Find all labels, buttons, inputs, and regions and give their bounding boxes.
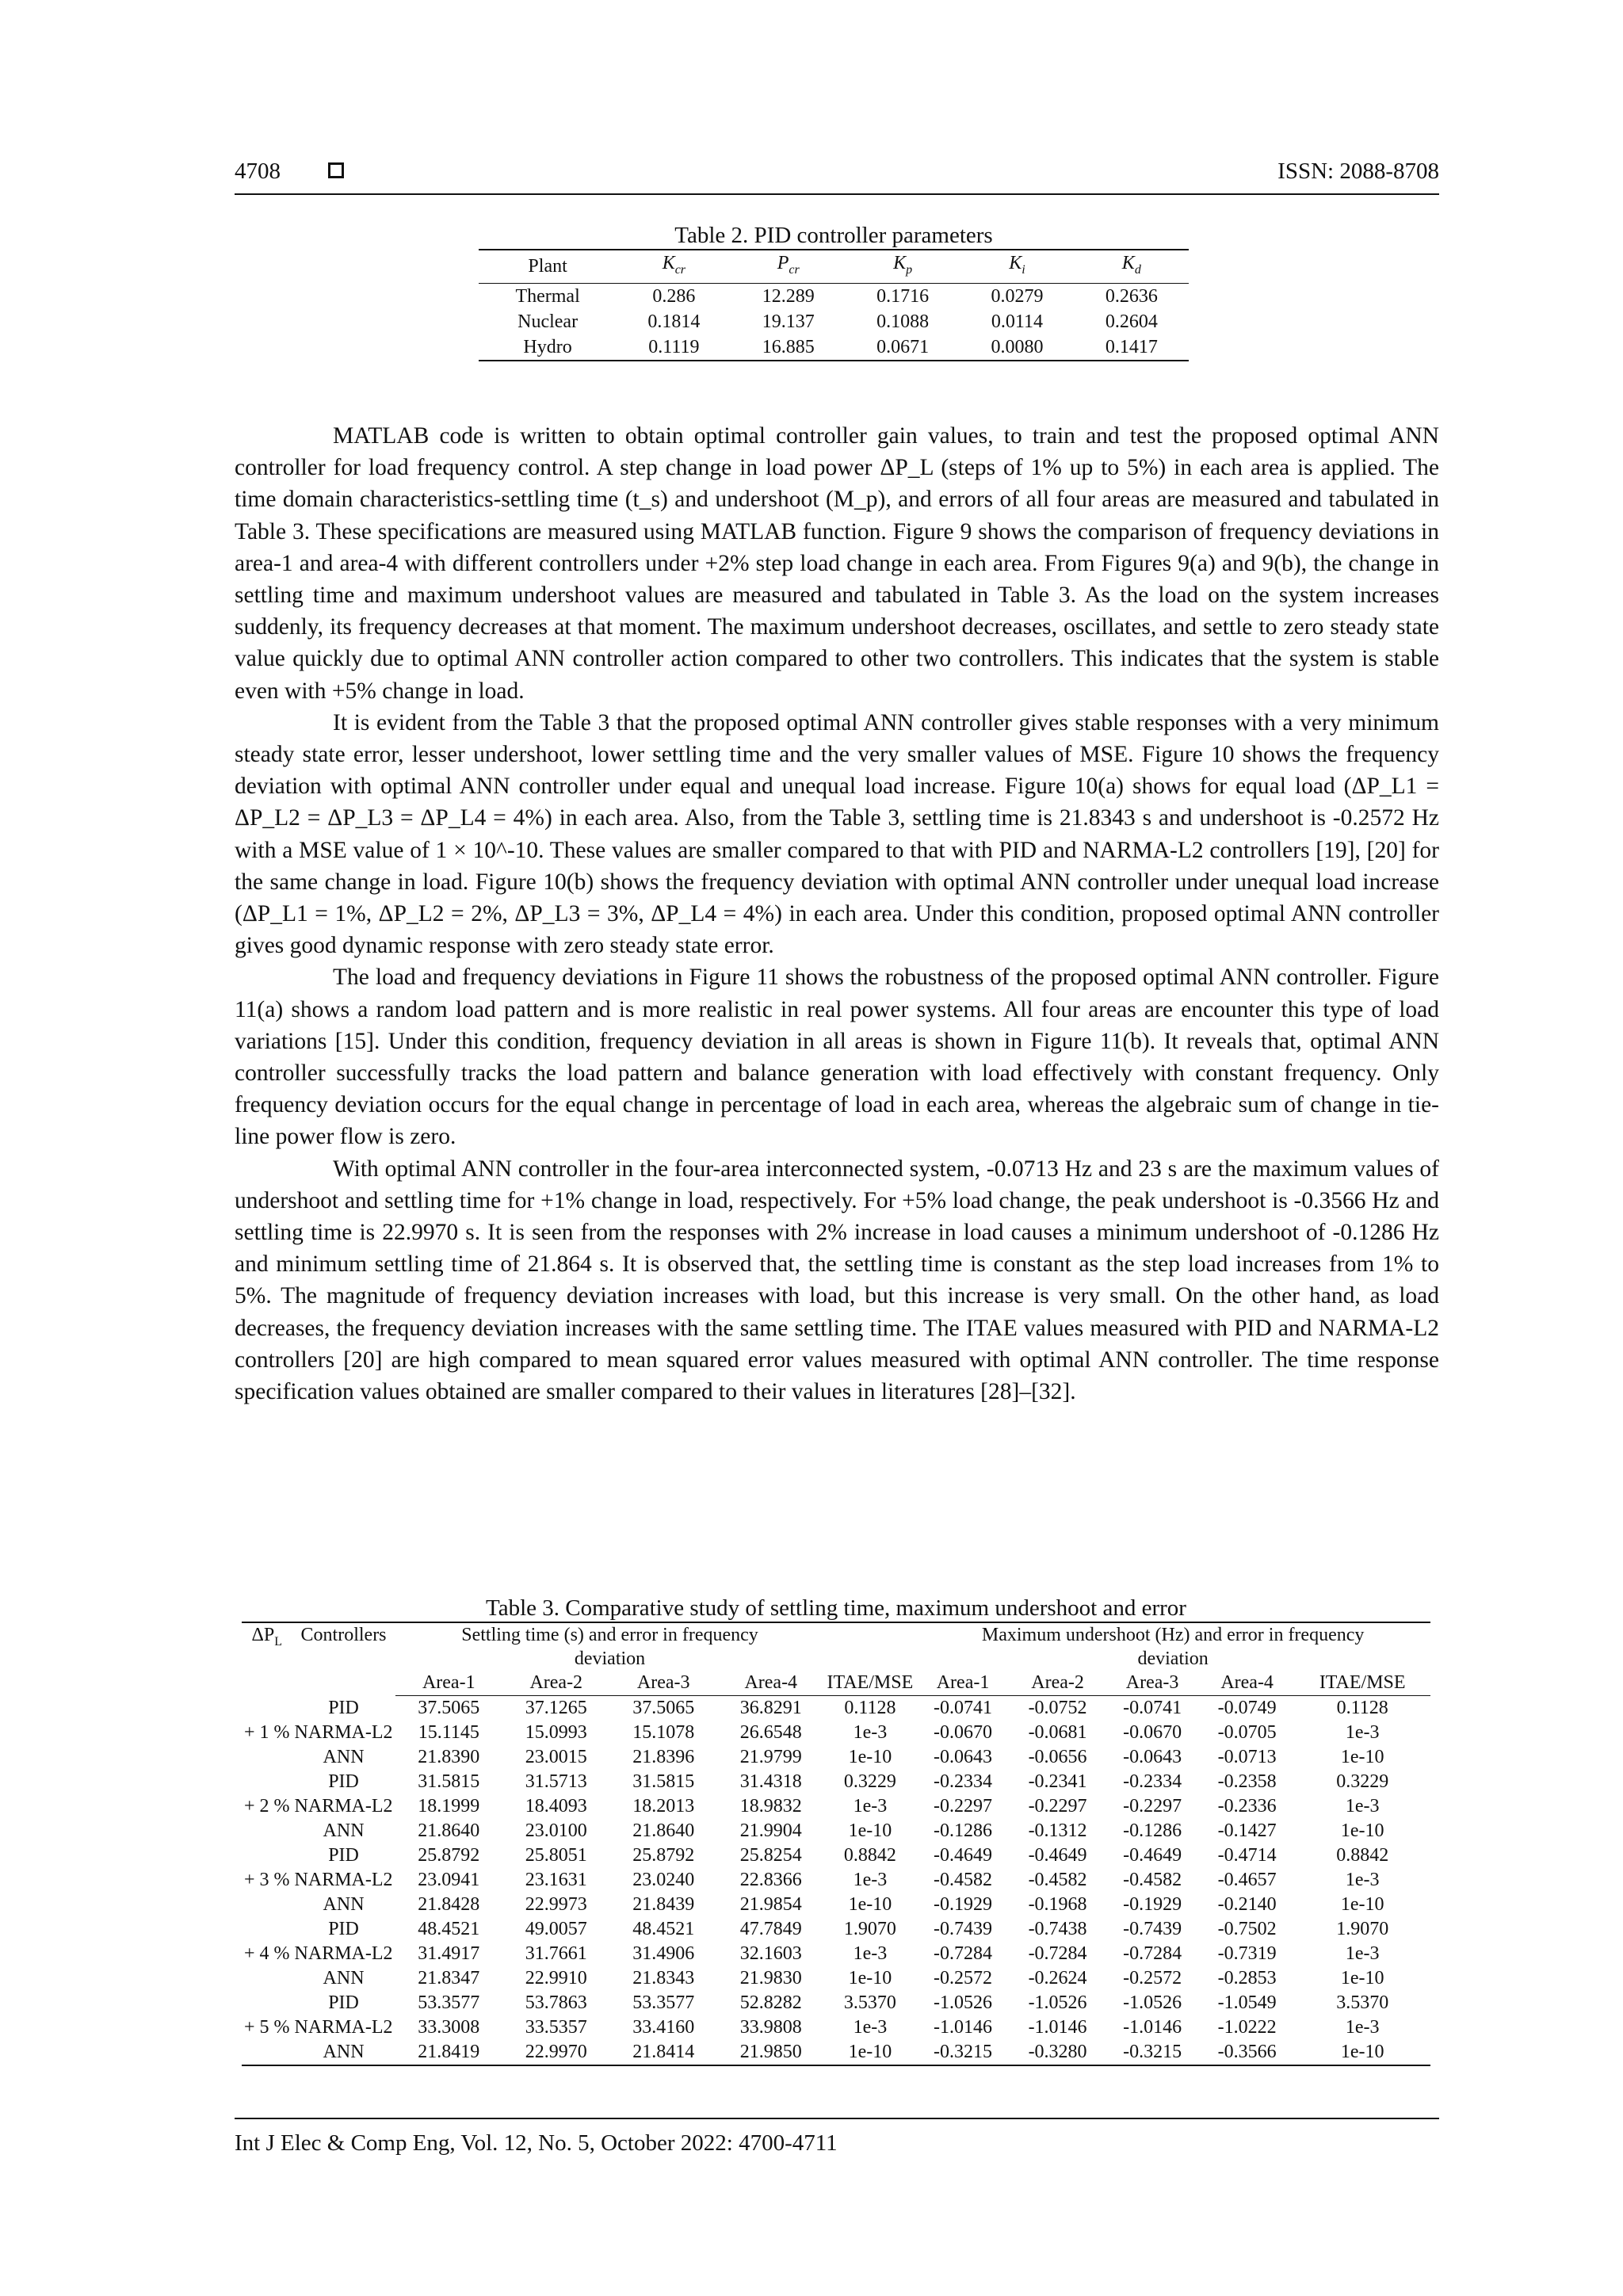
table-cell: 0.1128: [844, 1698, 896, 1718]
table2-col-sub: cr: [674, 262, 686, 277]
table-cell: -0.0752: [1028, 1698, 1087, 1718]
table-cell: 37.5065: [632, 1698, 695, 1718]
table-cell: 33.3008: [418, 2017, 480, 2038]
table3-header-row-2: [242, 1671, 1430, 1696]
table-cell: 1.9070: [1336, 1919, 1389, 1939]
table3-dpl-cell: + 2 %: [244, 1796, 290, 1817]
table-cell: -0.0656: [1028, 1747, 1087, 1767]
table-cell: -0.7284: [1123, 1943, 1182, 1964]
table-cell: 1e-3: [853, 1943, 888, 1964]
table-cell: 18.2013: [632, 1796, 695, 1817]
table2-header-row: [479, 250, 1189, 283]
table2-caption: Table 2. PID controller parameters: [674, 223, 993, 248]
table-cell: 1e-10: [848, 1894, 892, 1915]
table-cell: 0.8842: [1336, 1845, 1389, 1866]
table-cell: -1.0549: [1217, 1992, 1277, 2013]
table-cell: 1e-10: [848, 1747, 892, 1767]
page-number: 4708: [235, 159, 281, 184]
table-cell: -1.0526: [1028, 1992, 1087, 2013]
table-cell: 23.0941: [418, 1870, 480, 1890]
table-cell: -0.2297: [1123, 1796, 1182, 1817]
table-cell: -0.0681: [1028, 1722, 1087, 1743]
table3-controller-cell: ANN: [323, 1968, 365, 1988]
table-cell: 1e-3: [853, 1870, 888, 1890]
table-cell: 1e-3: [1345, 1722, 1380, 1743]
table3-subcol-header: ITAE/MSE: [825, 1671, 916, 1696]
table-cell: 1e-10: [1340, 1820, 1384, 1841]
table-cell: -0.1286: [1123, 1820, 1182, 1841]
table2-col-header: [1075, 250, 1189, 283]
table3-controller-cell: NARMA-L2: [294, 1870, 393, 1890]
table3-dpl-cell: [242, 1917, 292, 1942]
table-cell: -1.0526: [934, 1992, 993, 2013]
table-cell: 21.8396: [632, 1747, 695, 1767]
table3-col-controllers: Controllers: [292, 1622, 395, 1696]
table3-subcol-header: Area-2: [502, 1671, 609, 1696]
table-cell: -0.2334: [934, 1771, 993, 1792]
table3-subcol-header: Area-2: [1010, 1671, 1106, 1696]
table-row: [242, 1770, 1430, 1794]
table-cell: -0.4582: [1028, 1870, 1087, 1890]
table-cell: 53.7863: [525, 1992, 587, 2013]
table2-col-header: [960, 250, 1074, 283]
table2-col-base: K: [1009, 253, 1022, 273]
table-cell: 1e-3: [1345, 1796, 1380, 1817]
table2-col-header: [479, 250, 617, 283]
table-cell: -0.0741: [934, 1698, 993, 1718]
table3-controller-cell: PID: [328, 1845, 359, 1866]
table-row: [242, 1917, 1430, 1942]
table-cell: 0.0080: [960, 334, 1074, 361]
table-row: [242, 1991, 1430, 2015]
square-bullet-icon: [328, 162, 344, 178]
table3-subcol-header: Area-1: [915, 1671, 1010, 1696]
table-cell: 22.8366: [739, 1870, 802, 1890]
table3-dpl-cell: [242, 1893, 292, 1917]
table3-dpl-cell: [242, 1696, 292, 1721]
table-cell: 25.8792: [418, 1845, 480, 1866]
table3-dpl-cell: [242, 1991, 292, 2015]
table-cell: 0.3229: [843, 1771, 896, 1792]
table-cell: 31.7661: [525, 1943, 587, 1964]
table3-controller-cell: ANN: [292, 2040, 395, 2065]
table-cell: 21.8640: [418, 1820, 480, 1841]
table-cell: -1.0222: [1217, 2017, 1277, 2038]
table3-dpl-cell: [242, 1745, 292, 1770]
table3-controller-cell: ANN: [323, 1894, 365, 1915]
table-cell: 3.5370: [843, 1992, 896, 2013]
table-cell: 37.1265: [525, 1698, 587, 1718]
table-cell: 0.0279: [991, 285, 1044, 307]
table-cell: -1.0526: [1123, 1992, 1182, 2013]
table3-dpl-cell: + 4 %: [244, 1943, 290, 1964]
table-cell: -0.4714: [1217, 1845, 1277, 1866]
table2-body: [479, 283, 1189, 361]
table-cell: -0.2297: [934, 1796, 993, 1817]
table-cell: -0.3566: [1200, 2040, 1295, 2065]
table-cell: -0.1968: [1028, 1894, 1087, 1915]
table-cell: -0.7319: [1217, 1943, 1277, 1964]
table-cell: 36.8291: [739, 1698, 802, 1718]
table-cell: 25.8051: [525, 1845, 587, 1866]
table-cell: -0.2341: [1028, 1771, 1087, 1792]
body-paragraph: The load and frequency deviations in Figure 11 shows the robustness of the proposed optimal ANN controller. Figure 11(a) shows a random load pattern and is more realistic in real power systems. All four areas are encounter this type of load variations [15]. Under this condition, frequency deviation in all areas is shown in Figure 11(b). It reveals that, optimal ANN controller successfully tracks the load pattern and balance generation with load effectively with constant frequency. Only frequency deviation occurs for the equal change in percentage of load in each area, whereas the algebraic sum of change in tie-line power flow is zero.: [235, 965, 1439, 1150]
table-cell: 33.4160: [632, 2017, 695, 2038]
table-cell: -0.1929: [1123, 1894, 1182, 1915]
table-cell: 15.1145: [418, 1722, 479, 1743]
table-cell: -0.7439: [1123, 1919, 1182, 1939]
table-cell: 0.2604: [1105, 311, 1158, 332]
table3-dpl-cell: + 1 %: [244, 1722, 290, 1743]
table-cell: -0.0670: [934, 1722, 993, 1743]
table-cell: Hydro: [479, 334, 617, 361]
table-cell: 37.5065: [418, 1698, 480, 1718]
table2-col-header: [617, 250, 731, 283]
table-cell: 53.3577: [418, 1992, 480, 2013]
table3-controller-cell: ANN: [323, 1747, 365, 1767]
table-cell: -0.2853: [1217, 1968, 1277, 1988]
table-cell: 21.9854: [739, 1894, 802, 1915]
header-rule: [235, 193, 1439, 195]
table-cell: 15.0993: [525, 1722, 587, 1743]
table3-controller-cell: PID: [328, 1771, 359, 1792]
table-cell: -0.2334: [1123, 1771, 1182, 1792]
table-cell: 21.8640: [632, 1820, 695, 1841]
table-cell: 53.3577: [632, 1992, 695, 2013]
table3-controller-cell: ANN: [323, 1820, 365, 1841]
table-cell: 0.1417: [1075, 334, 1189, 361]
table-cell: -0.1286: [934, 1820, 993, 1841]
table-cell: 23.0240: [632, 1870, 695, 1890]
table-cell: 18.1999: [418, 1796, 480, 1817]
table3-header-row-1: [242, 1622, 1430, 1671]
table-cell: 31.4318: [739, 1771, 802, 1792]
table-cell: -0.4657: [1217, 1870, 1277, 1890]
table-cell: -0.2572: [934, 1968, 993, 1988]
table-cell: 1e-3: [853, 1722, 888, 1743]
table-cell: 33.9808: [739, 2017, 802, 2038]
table-cell: -0.7284: [1028, 1943, 1087, 1964]
table-row: [242, 1966, 1430, 1991]
table3-controller-cell: PID: [328, 1992, 359, 2013]
table-cell: -1.0146: [1123, 2017, 1182, 2038]
table-cell: -0.0670: [1123, 1722, 1182, 1743]
table2-col-sub: i: [1022, 262, 1025, 277]
table-cell: 1e-3: [853, 2017, 888, 2038]
table-cell: 18.4093: [525, 1796, 587, 1817]
table-cell: 31.5815: [418, 1771, 480, 1792]
table-cell: -0.3280: [1010, 2040, 1106, 2065]
table-cell: 0.8842: [843, 1845, 896, 1866]
table-cell: -0.4649: [1123, 1845, 1182, 1866]
table-cell: 0.0114: [991, 311, 1043, 332]
table-cell: 48.4521: [418, 1919, 480, 1939]
table3-controller-cell: NARMA-L2: [294, 1796, 393, 1817]
table-cell: 1e-10: [1340, 1968, 1384, 1988]
table-cell: -0.0741: [1123, 1698, 1182, 1718]
table3-controller-cell: NARMA-L2: [294, 1943, 393, 1964]
table-cell: 31.5713: [525, 1771, 587, 1792]
table3-dpl-cell: [242, 1819, 292, 1843]
table-row: [242, 1696, 1430, 1721]
table2-col-header: [846, 250, 960, 283]
table3-subcol-header: Area-3: [610, 1671, 717, 1696]
table3-dpl-cell: + 5 %: [244, 2017, 290, 2038]
table2-col-base: K: [1121, 253, 1135, 273]
table-cell: -1.0146: [934, 2017, 993, 2038]
table-cell: 21.9799: [739, 1747, 802, 1767]
body-paragraph: It is evident from the Table 3 that the proposed optimal ANN controller gives stable responses with a very minimum steady state error, lesser undershoot, lower settling time and the very smaller values of MSE. Figure 10 shows the frequency deviation with optimal ANN controller under equal and unequal load increase. Figure 10(a) shows for equal load (ΔP_L1 = ΔP_L2 = ΔP_L3 = ΔP_L4 = 4%) in each area. Also, from the Table 3, settling time is 21.8343 s and undershoot is -0.2572 Hz with a MSE value of 1 × 10^-10. These values are smaller compared to that with PID and NARMA-L2 controllers [19], [20] for the same change in load. Figure 10(b) shows the frequency deviation with optimal ANN controller under unequal load increase (ΔP_L1 = 1%, ΔP_L2 = 2%, ΔP_L3 = 3%, ΔP_L4 = 4%) in each area. Under this condition, proposed optimal ANN controller gives good dynamic response with zero steady state error.: [235, 709, 1439, 959]
table-cell: -0.2140: [1217, 1894, 1277, 1915]
table-cell: 1.9070: [843, 1919, 896, 1939]
table2-col-sub: p: [906, 262, 913, 277]
table-cell: -1.0146: [1028, 2017, 1087, 2038]
table-cell: -0.7439: [934, 1919, 993, 1939]
table-cell: -0.1929: [934, 1894, 993, 1915]
table-cell: -0.1427: [1217, 1820, 1277, 1841]
table-cell: -0.3215: [915, 2040, 1010, 2065]
table-cell: -0.7502: [1217, 1919, 1277, 1939]
table3-group-settling: Settling time (s) and error in frequency deviation: [395, 1622, 825, 1671]
table2: [479, 222, 1189, 361]
table-cell: 21.8439: [632, 1894, 695, 1915]
table-cell: 16.885: [731, 334, 846, 361]
table3-subcol-header: Area-4: [717, 1671, 825, 1696]
table-cell: 21.8347: [418, 1968, 480, 1988]
table-cell: 1e-3: [853, 1796, 888, 1817]
table3-subcol-header: Area-1: [395, 1671, 502, 1696]
table2-col-sub: d: [1134, 262, 1141, 277]
table-cell: 1e-10: [848, 1968, 892, 1988]
table2-col-base: K: [662, 253, 675, 273]
table-cell: 21.9850: [717, 2040, 825, 2065]
table-cell: -0.0749: [1217, 1698, 1277, 1718]
table3-caption: Table 3. Comparative study of settling time, maximum undershoot and error: [486, 1595, 1186, 1621]
table-cell: 21.8414: [610, 2040, 717, 2065]
table-cell: 31.4906: [632, 1943, 695, 1964]
table3-controller-cell: NARMA-L2: [294, 2017, 393, 2038]
table3-col-dpl: $\Delta P_L$: [242, 1622, 292, 1696]
table3-body: [242, 1696, 1430, 2066]
table-cell: -0.4582: [934, 1870, 993, 1890]
table-cell: 23.0015: [525, 1747, 587, 1767]
table-row: [479, 334, 1189, 361]
table-cell: -0.4582: [1123, 1870, 1182, 1890]
table-cell: 23.1631: [525, 1870, 587, 1890]
table-row: [242, 1893, 1430, 1917]
table-cell: 0.2636: [1105, 285, 1158, 307]
table3-dpl-cell: [242, 2040, 292, 2065]
table2-col-base: K: [893, 253, 907, 273]
table-cell: 21.9830: [739, 1968, 802, 1988]
table-row: [242, 1843, 1430, 1868]
table-cell: 0.3229: [1336, 1771, 1389, 1792]
table-cell: 12.289: [762, 285, 815, 307]
body-paragraph: MATLAB code is written to obtain optimal controller gain values, to train and test the proposed optimal ANN controller for load frequency control. A step change in load power ΔP_L (steps of 1% up to 5%) in each area is applied. The time domain characteristics-settling time (t_s) and undershoot (M_p), and errors of all four areas are measured and tabulated in Table 3. These specifications are measured using MATLAB function. Figure 9 shows the comparison of frequency deviations in area-1 and area-4 with different controllers under +2% step load change in each area. From Figures 9(a) and 9(b), the change in settling time and maximum undershoot values are measured and tabulated in Table 3. As the load on the system increases suddenly, its frequency decreases at that moment. The maximum undershoot decreases, oscillates, and settle to zero steady state value quickly due to optimal ANN controller action compared to other two controllers. This indicates that the system is stable even with +5% change in load.: [235, 423, 1439, 704]
table-cell: Nuclear: [517, 311, 579, 332]
table2-col-base: Plant: [528, 256, 567, 277]
table-cell: -0.2336: [1217, 1796, 1277, 1817]
table-row: [242, 1868, 1430, 1893]
table-cell: 21.8343: [632, 1968, 695, 1988]
table-cell: 22.9970: [502, 2040, 609, 2065]
table-cell: 1e-3: [1345, 1943, 1380, 1964]
table-cell: 32.1603: [739, 1943, 802, 1964]
table3-group-undershoot: Maximum undershoot (Hz) and error in frequency deviation: [915, 1622, 1430, 1671]
table-row: [479, 309, 1189, 334]
footer-citation: Int J Elec & Comp Eng, Vol. 12, No. 5, October 2022: 4700-4711: [235, 2130, 838, 2156]
table3-dpl-cell: [242, 1843, 292, 1868]
table-cell: 3.5370: [1336, 1992, 1389, 2013]
table-cell: -0.3215: [1105, 2040, 1200, 2065]
table-cell: -0.4649: [1028, 1845, 1087, 1866]
table-cell: -0.2572: [1123, 1968, 1182, 1988]
table-cell: -0.2297: [1028, 1796, 1087, 1817]
issn-label: ISSN: 2088-8708: [1277, 159, 1439, 184]
table-cell: -0.4649: [934, 1845, 993, 1866]
table3: [242, 1595, 1430, 2066]
table-cell: 49.0057: [525, 1919, 587, 1939]
table-cell: -0.7284: [934, 1943, 993, 1964]
table3-subcol-header: ITAE/MSE: [1294, 1671, 1430, 1696]
table-cell: 19.137: [762, 311, 815, 332]
table-cell: 1e-10: [1340, 1894, 1384, 1915]
table-cell: 48.4521: [632, 1919, 695, 1939]
table-cell: 22.9973: [525, 1894, 587, 1915]
table-cell: -0.1312: [1028, 1820, 1087, 1841]
table-cell: 33.5357: [525, 2017, 587, 2038]
table3-dpl-cell: + 3 %: [244, 1870, 290, 1890]
table-cell: -0.0705: [1217, 1722, 1277, 1743]
table-cell: 0.1088: [876, 311, 930, 332]
table-cell: 52.8282: [739, 1992, 802, 2013]
table-cell: 21.8428: [418, 1894, 480, 1915]
table-row: [479, 283, 1189, 309]
table2-grid: [479, 249, 1189, 361]
table-cell: 1e-10: [825, 2040, 916, 2065]
table-cell: -0.2624: [1028, 1968, 1087, 1988]
table-cell: 1e-10: [1294, 2040, 1430, 2065]
body-paragraph: With optimal ANN controller in the four-area interconnected system, -0.0713 Hz and 23 s are the maximum values of undershoot and settling time for +1% change in load, respectively. For +5% load change, the peak undershoot is -0.3566 Hz and settling time is 22.9970 s. It is seen from the responses with 2% increase in load causes a minimum undershoot of -0.1286 Hz and minimum settling time of 21.864 s. It is observed that, the settling time is constant as the step load increases from 1% to 5%. The magnitude of frequency deviation increases with load, but this increase is very small. On the other hand, as load decreases, the frequency deviation increases with the same settling time. The ITAE values measured with PID and NARMA-L2 controllers [20] are high compared to mean squared error values measured with optimal ANN controller. The time response specification values obtained are smaller compared to their values in literatures [28]–[32].: [235, 1156, 1439, 1405]
table-row: [242, 2040, 1430, 2065]
table-cell: 21.8390: [418, 1747, 480, 1767]
table3-subcol-header: Area-3: [1105, 1671, 1200, 1696]
table-cell: -0.7438: [1028, 1919, 1087, 1939]
table-row: [242, 1721, 1430, 1745]
table2-col-header: [731, 250, 846, 283]
table-cell: 0.1119: [617, 334, 731, 361]
table3-dpl-cell: [242, 1966, 292, 1991]
footer-rule: [235, 2118, 1439, 2119]
table-cell: -0.0643: [934, 1747, 993, 1767]
table-cell: 0.1716: [876, 285, 930, 307]
table2-col-sub: cr: [789, 262, 800, 277]
table-cell: -0.2358: [1217, 1771, 1277, 1792]
table-cell: 0.286: [652, 285, 696, 307]
table-row: [242, 1942, 1430, 1966]
table-cell: 0.1814: [647, 311, 701, 332]
table3-dpl-cell: [242, 1770, 292, 1794]
table-cell: 47.7849: [739, 1919, 802, 1939]
table-cell: 1e-10: [848, 1820, 892, 1841]
table-cell: 31.4917: [418, 1943, 480, 1964]
table-cell: 25.8254: [739, 1845, 802, 1866]
table-cell: 1e-3: [1345, 2017, 1380, 2038]
table3-controller-cell: NARMA-L2: [294, 1722, 393, 1743]
table3-controller-cell: PID: [328, 1919, 359, 1939]
table-cell: -0.0713: [1217, 1747, 1277, 1767]
table-row: [242, 1794, 1430, 1819]
table-cell: 21.8419: [395, 2040, 502, 2065]
table-cell: Thermal: [515, 285, 580, 307]
table3-subcol-header: Area-4: [1200, 1671, 1295, 1696]
table-cell: 1e-10: [1340, 1747, 1384, 1767]
table-cell: 22.9910: [525, 1968, 587, 1988]
table-row: [242, 2015, 1430, 2040]
table-cell: 31.5815: [632, 1771, 695, 1792]
table-row: [242, 1745, 1430, 1770]
table-row: [242, 1819, 1430, 1843]
table3-grid: [242, 1622, 1430, 2066]
table-cell: 15.1078: [632, 1722, 695, 1743]
table-cell: 21.9904: [739, 1820, 802, 1841]
table-cell: 23.0100: [525, 1820, 587, 1841]
table-cell: -0.0643: [1123, 1747, 1182, 1767]
table2-col-base: P: [777, 253, 789, 273]
table-cell: 26.6548: [739, 1722, 802, 1743]
table-cell: 0.0671: [846, 334, 960, 361]
table-cell: 18.9832: [739, 1796, 802, 1817]
table3-controller-cell: PID: [328, 1697, 359, 1718]
table-cell: 0.1128: [1336, 1698, 1388, 1718]
table-cell: 1e-3: [1345, 1870, 1380, 1890]
body-text: [235, 420, 1439, 1408]
table-cell: 25.8792: [632, 1845, 695, 1866]
